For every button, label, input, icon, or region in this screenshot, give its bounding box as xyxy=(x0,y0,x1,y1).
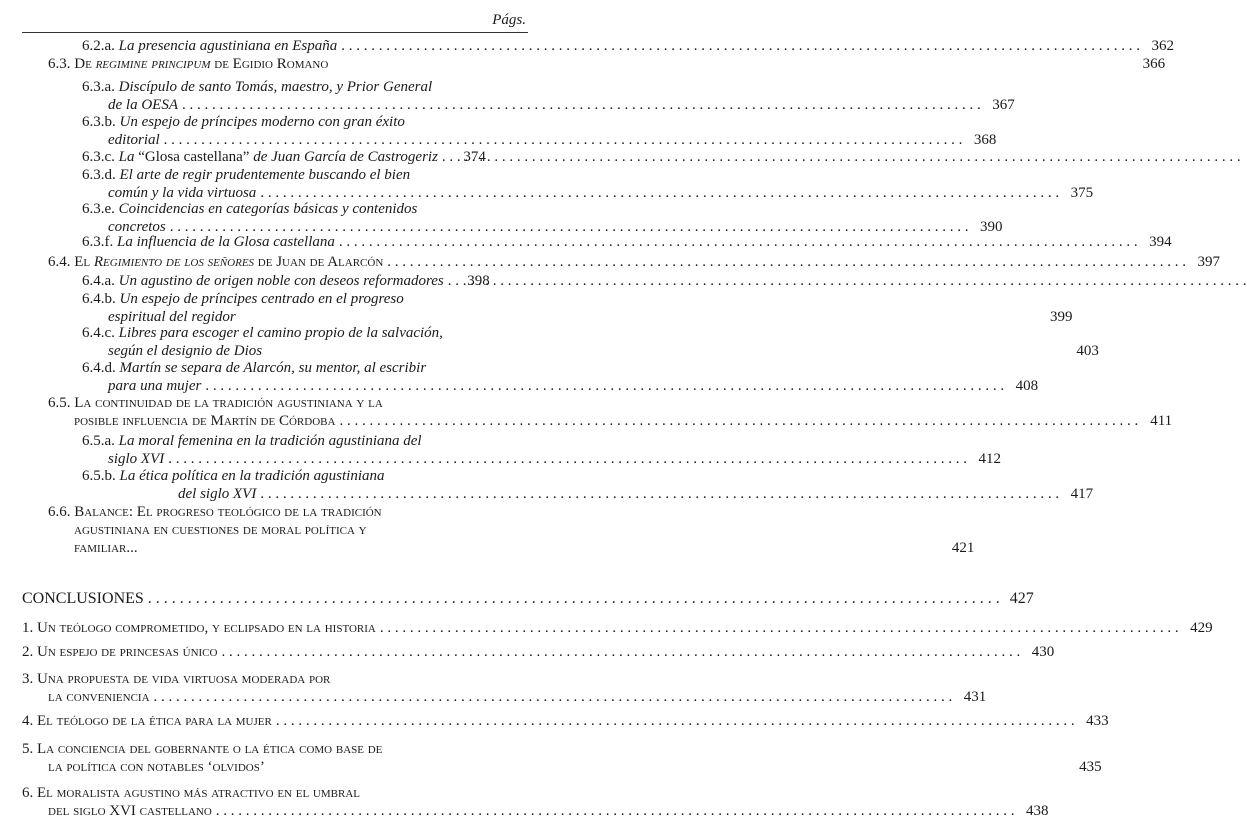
entry-page: 438 xyxy=(1026,803,1049,819)
entry-number: 6.3.d. xyxy=(82,167,116,183)
entry-number: 6.3. xyxy=(48,56,71,72)
entry-number: 6.5. xyxy=(48,395,71,411)
entry-title: del siglo XVI castellano xyxy=(48,803,212,819)
entry-title: Un espejo de príncipes moderno con gran éxito xyxy=(119,114,405,130)
entry-page: 394 xyxy=(1149,234,1172,250)
toc-entry xyxy=(22,670,987,706)
toc-entry xyxy=(48,253,1221,271)
entry-number: 6.4.d. xyxy=(82,360,116,376)
entry-title: La conciencia del gobernante o la ética como base de xyxy=(37,741,383,757)
entry-page: 403 xyxy=(1076,343,1099,359)
entry-number: 2. xyxy=(22,644,34,660)
entry-number: 6.3.a. xyxy=(82,79,115,95)
entry-title: concretos xyxy=(108,219,166,235)
entry-title: Regimiento de los señores xyxy=(93,254,255,270)
entry-page: 398 xyxy=(467,273,490,289)
toc-entry xyxy=(82,290,1073,326)
entry-title: De xyxy=(74,56,96,72)
entry-page: 412 xyxy=(978,451,1001,467)
toc-entry xyxy=(22,740,1102,776)
entry-page: 375 xyxy=(1070,185,1094,201)
entry-page: 427 xyxy=(1009,590,1034,607)
entry-title: La influencia de la Glosa castellana xyxy=(117,234,335,250)
entry-title: Una propuesta de vida virtuosa moderada por xyxy=(37,671,331,687)
entry-number: 3. xyxy=(22,671,34,687)
entry-page: 390 xyxy=(980,219,1003,235)
entry-title: Coincidencias en categorías básicas y contenidos xyxy=(118,201,418,217)
toc-entry xyxy=(82,359,1039,395)
entry-page: 431 xyxy=(963,689,987,705)
entry-number: 6.4. xyxy=(48,254,71,270)
toc-entry xyxy=(82,166,1094,202)
entry-title: La continuidad de la tradición agustiniana y la xyxy=(74,395,383,411)
entry-title: espiritual del regidor xyxy=(108,309,236,325)
entry-page: 421 xyxy=(951,540,975,556)
entry-number: 5. xyxy=(22,741,34,757)
entry-number: 1. xyxy=(22,620,34,636)
toc-entry xyxy=(48,394,1173,430)
entry-number: 6. xyxy=(22,785,34,801)
entry-number: 6.6. xyxy=(48,504,71,520)
entry-title: Un agustino de origen noble con deseos reformadores xyxy=(118,273,444,289)
entry-page: 408 xyxy=(1015,378,1039,394)
entry-page: 374 xyxy=(463,149,486,165)
entry-title: común y la vida virtuosa xyxy=(108,185,257,201)
toc-entry xyxy=(22,619,1213,637)
entry-title: agustiniana en cuestiones de moral política y xyxy=(74,522,367,538)
toc-entry xyxy=(22,712,1109,730)
entry-title: Discípulo de santo Tomás, maestro, y Prior General xyxy=(118,79,433,95)
entry-title: editorial xyxy=(108,132,160,148)
entry-title: La presencia agustiniana en España xyxy=(118,38,338,54)
entry-number: 6.5.a. xyxy=(82,433,115,449)
entry-title: Balance: El progreso teológico de la tradición xyxy=(74,504,382,520)
toc-entry xyxy=(82,272,526,290)
entry-title: Libres para escoger el camino propio de la salvación, xyxy=(118,325,443,341)
toc-entry xyxy=(48,503,975,557)
entry-number: 6.4.b. xyxy=(82,291,116,307)
toc-entry xyxy=(82,78,1015,114)
entry-title: CONCLUSIONES xyxy=(22,590,144,607)
header-rule xyxy=(22,32,528,33)
toc-entry xyxy=(48,55,1166,73)
toc-entry xyxy=(82,467,1094,503)
entry-title: regimine principum xyxy=(95,56,211,72)
entry-title: La ética política en la tradición agustiniana xyxy=(119,468,385,484)
entry-title: de la OESA xyxy=(108,97,178,113)
entry-page: 399 xyxy=(1050,309,1073,325)
entry-number: 6.3.e. xyxy=(82,201,115,217)
entry-title: familiar... xyxy=(74,540,138,556)
entry-title: El teólogo de la ética para la mujer xyxy=(37,713,272,729)
pages-column-header: Págs. xyxy=(492,12,526,28)
entry-title: El arte de regir prudentemente buscando el bien xyxy=(119,167,411,183)
entry-title: de Juan de Alarcón xyxy=(254,254,384,270)
entry-title: “Glosa castellana” xyxy=(138,149,250,165)
entry-page: 397 xyxy=(1197,254,1221,270)
toc-entry xyxy=(82,37,1175,55)
entry-title: El moralista agustino más atractivo en el umbral xyxy=(37,785,360,801)
entry-number: 6.3.c. xyxy=(82,149,115,165)
entry-page: 362 xyxy=(1151,38,1175,54)
entry-number: 6.3.f. xyxy=(82,234,114,250)
entry-title: la conveniencia xyxy=(48,689,150,705)
entry-title: la política con notables ‘olvidos’ xyxy=(48,759,265,775)
entry-title: de Egidio Romano xyxy=(210,56,329,72)
entry-title: de Juan García de Castrogeriz xyxy=(249,149,438,165)
toc-entry xyxy=(82,324,1099,360)
entry-title: para una mujer xyxy=(108,378,202,394)
entry-page: 368 xyxy=(973,132,997,148)
toc-entry xyxy=(82,113,997,149)
entry-number: 6.2.a. xyxy=(82,38,115,54)
entry-page: 366 xyxy=(1142,56,1166,72)
toc-entry xyxy=(22,784,1049,820)
toc-entry xyxy=(82,233,1172,251)
entry-page: 433 xyxy=(1086,713,1109,729)
entry-title: Un teólogo comprometido, y eclipsado en la historia xyxy=(37,620,376,636)
toc-entry xyxy=(82,432,1001,468)
entry-page: 367 xyxy=(992,97,1015,113)
entry-number: 6.5.b. xyxy=(82,468,116,484)
entry-title: Un espejo de príncipes centrado en el progreso xyxy=(119,291,404,307)
entry-title: Martín se separa de Alarcón, su mentor, al escribir xyxy=(119,360,427,376)
entry-page: 429 xyxy=(1190,620,1213,636)
entry-title: La xyxy=(118,149,139,165)
entry-title: según el designio de Dios xyxy=(108,343,263,359)
entry-number: 6.3.b. xyxy=(82,114,116,130)
entry-page: 430 xyxy=(1031,644,1055,660)
entry-page: 435 xyxy=(1079,759,1102,775)
entry-title: siglo XVI xyxy=(108,451,165,467)
entry-number: 6.4.c. xyxy=(82,325,115,341)
entry-page: 417 xyxy=(1070,486,1094,502)
toc-entry xyxy=(82,148,526,166)
toc-entry xyxy=(22,643,1055,661)
entry-page: 411 xyxy=(1150,413,1173,429)
entry-title: posible influencia de Martín de Córdoba xyxy=(74,413,336,429)
entry-title: La moral femenina en la tradición agustiniana del xyxy=(118,433,422,449)
entry-title: Un espejo de princesas único xyxy=(37,644,218,660)
entry-title: del siglo XVI xyxy=(178,486,257,502)
entry-title: El xyxy=(74,254,94,270)
entry-number: 4. xyxy=(22,713,34,729)
toc-entry xyxy=(22,590,1034,608)
toc-entry xyxy=(82,200,1003,236)
entry-number: 6.4.a. xyxy=(82,273,115,289)
